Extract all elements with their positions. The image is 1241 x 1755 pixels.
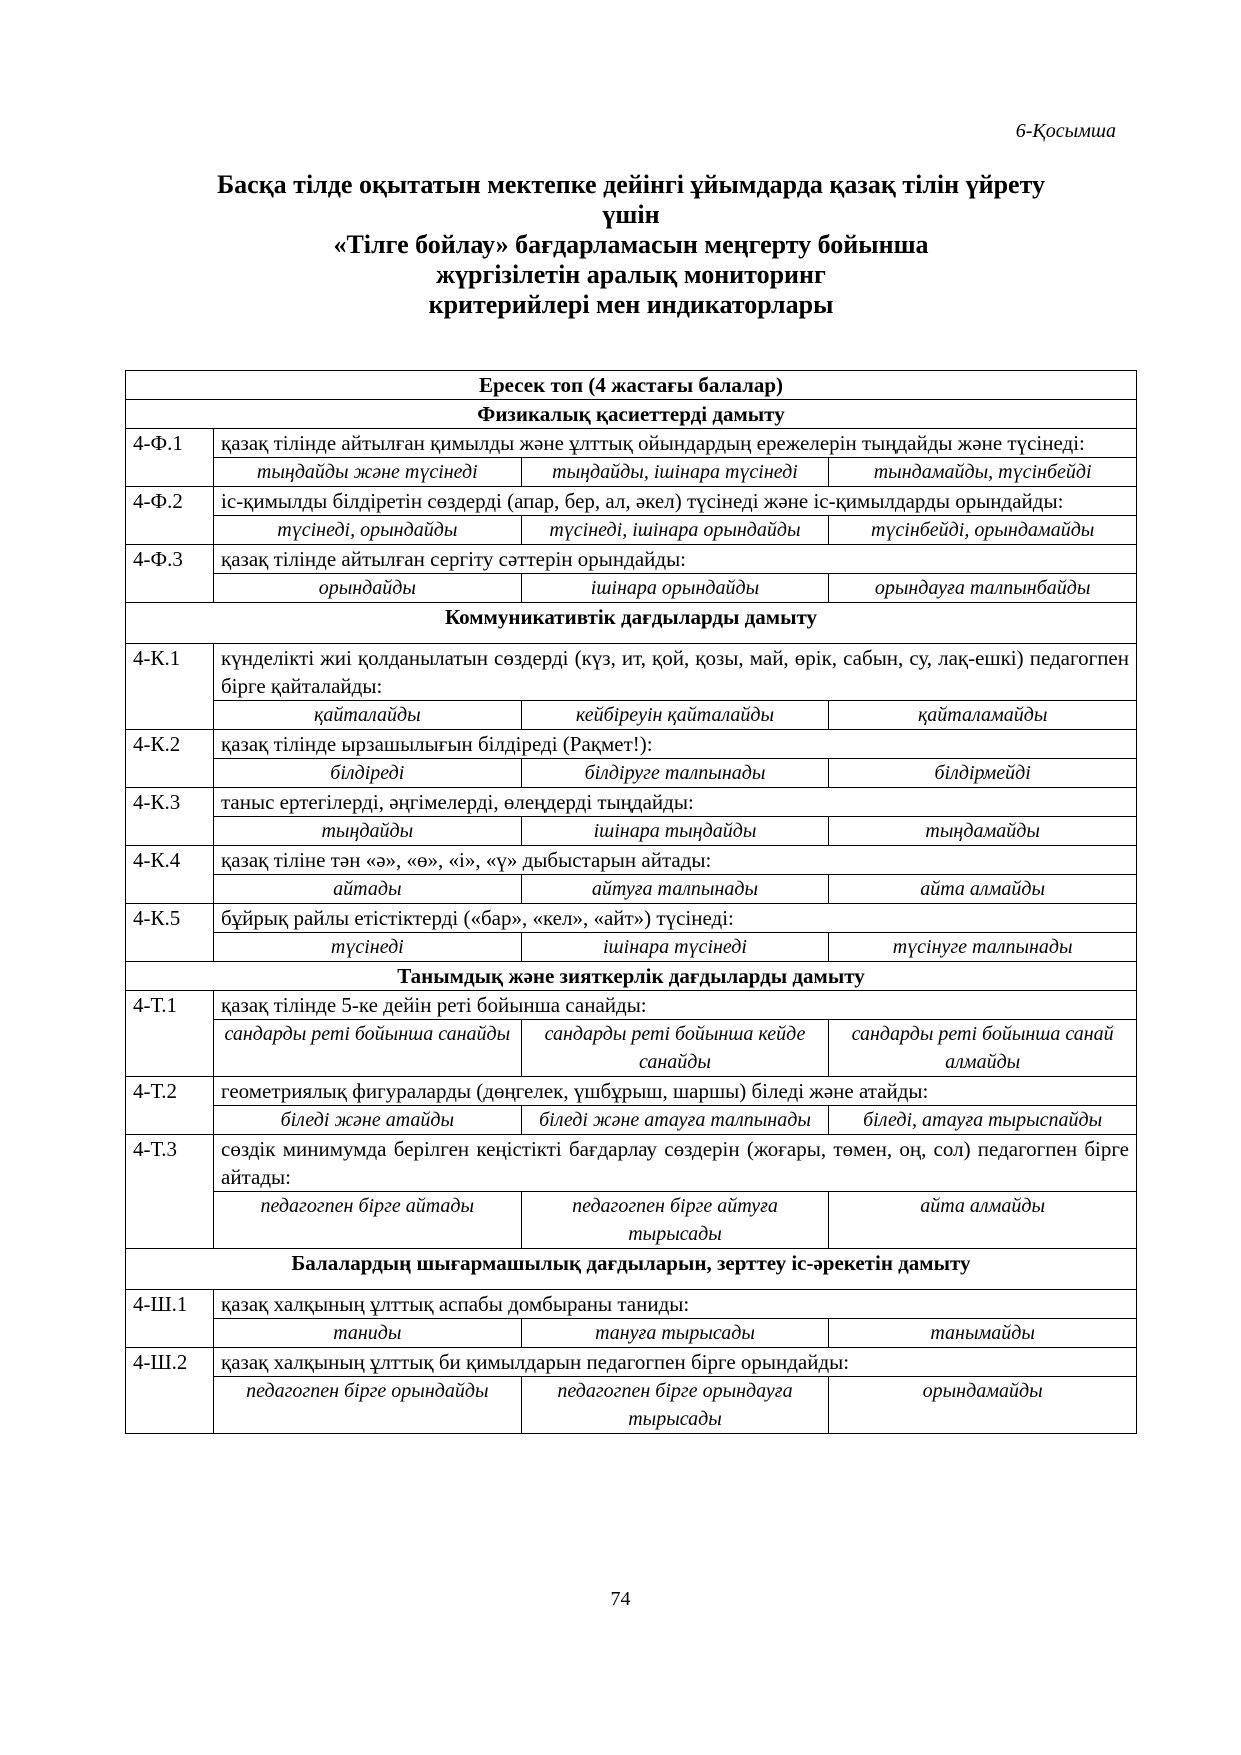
criterion-text: қазақ тілінде айтылған сергіту сәттерін орындайды:: [214, 545, 1137, 574]
criterion-code: 4-К.5: [126, 904, 214, 962]
level-high: біледі және атайды: [214, 1106, 522, 1135]
criterion-text: қазақ тілінде айтылған қимылды және ұлттық ойындардың ережелерін тыңдайды және түсінеді:: [214, 429, 1137, 458]
criterion-text: қазақ халқының ұлттық аспабы домбыраны таниды:: [214, 1290, 1137, 1319]
criterion-code: 4-Ф.3: [126, 545, 214, 603]
title-line: «Тілге бойлау» бағдарламасын меңгерту бойынша: [333, 230, 929, 259]
title-line: үшін: [602, 200, 660, 229]
title-line: жүргізілетін аралық мониторинг: [436, 260, 826, 289]
level-low: айта алмайды: [829, 1192, 1137, 1249]
criterion-code: 4-Т.1: [126, 991, 214, 1077]
level-medium: білдіруге талпынады: [521, 759, 829, 788]
level-high: орындайды: [214, 574, 522, 603]
level-high: айтады: [214, 875, 522, 904]
section-title: Танымдық және зияткерлік дағдыларды дамыту: [126, 962, 1137, 991]
level-low: түсінбейді, орындамайды: [829, 516, 1137, 545]
level-medium: айтуға талпынады: [521, 875, 829, 904]
criterion-code: 4-К.2: [126, 730, 214, 788]
level-high: тыңдайды: [214, 817, 522, 846]
level-high: педагогпен бірге орындайды: [214, 1377, 522, 1434]
level-medium: кейбіреуін қайталайды: [521, 701, 829, 730]
level-low: тыңдамайды: [829, 817, 1137, 846]
level-medium: сандарды реті бойынша кейде санайды: [521, 1020, 829, 1077]
criterion-code: 4-Т.3: [126, 1135, 214, 1249]
level-low: танымайды: [829, 1319, 1137, 1348]
criterion-text: күнделікті жиі қолданылатын сөздерді (күз, ит, қой, қозы, май, өрік, сабын, су, лақ-ешкі) педагогпен бірге қайталайды:: [214, 644, 1137, 701]
level-high: түсінеді: [214, 933, 522, 962]
criterion-text: іс-қимылды білдіретін сөздерді (апар, бер, ал, әкел) түсінеді және іс-қимылдарды орындайды:: [214, 487, 1137, 516]
criterion-text: қазақ тілінде ырзашылығын білдіреді (Рақмет!):: [214, 730, 1137, 759]
level-medium: ішінара түсінеді: [521, 933, 829, 962]
level-medium: тануға тырысады: [521, 1319, 829, 1348]
criterion-text: геометриялық фигураларды (дөңгелек, үшбұрыш, шаршы) біледі және атайды:: [214, 1077, 1137, 1106]
criterion-text: таныс ертегілерді, әңгімелерді, өлеңдерді тыңдайды:: [214, 788, 1137, 817]
criterion-text: қазақ тіліне тән «ә», «ө», «і», «ү» дыбыстарын айтады:: [214, 846, 1137, 875]
level-low: қайталамайды: [829, 701, 1137, 730]
criterion-text: қазақ халқының ұлттық би қимылдарын педагогпен бірге орындайды:: [214, 1348, 1137, 1377]
level-low: сандарды реті бойынша санай алмайды: [829, 1020, 1137, 1077]
level-low: біледі, атауға тырыспайды: [829, 1106, 1137, 1135]
criterion-text: сөздік минимумда берілген кеңістікті бағдарлау сөздерін (жоғары, төмен, оң, сол) педагогпен бірге айтады:: [214, 1135, 1137, 1192]
annex-label: 6-Қосымша: [1015, 120, 1116, 142]
criterion-text: бұйрық райлы етістіктерді («бар», «кел», «айт») түсінеді:: [214, 904, 1137, 933]
criterion-code: 4-Ш.1: [126, 1290, 214, 1348]
level-high: педагогпен бірге айтады: [214, 1192, 522, 1249]
document-title: [125, 170, 1137, 320]
group-header: Ересек топ (4 жастағы балалар): [126, 371, 1137, 400]
level-low: айта алмайды: [829, 875, 1137, 904]
criterion-code: 4-К.4: [126, 846, 214, 904]
criterion-code: 4-Ф.1: [126, 429, 214, 487]
level-medium: түсінеді, ішінара орындайды: [521, 516, 829, 545]
section-title: Коммуникативтік дағдыларды дамыту: [126, 603, 1137, 644]
page-number: 74: [610, 1588, 631, 1610]
level-medium: тыңдайды, ішінара түсінеді: [521, 458, 829, 487]
level-low: білдірмейді: [829, 759, 1137, 788]
title-line: критерийлері мен индикаторлары: [428, 290, 834, 319]
level-medium: педагогпен бірге айтуға тырысады: [521, 1192, 829, 1249]
level-high: білдіреді: [214, 759, 522, 788]
level-medium: ішінара орындайды: [521, 574, 829, 603]
level-high: түсінеді, орындайды: [214, 516, 522, 545]
criterion-code: 4-Ш.2: [126, 1348, 214, 1434]
criteria-table: [125, 370, 1137, 1434]
level-high: сандарды реті бойынша санайды: [214, 1020, 522, 1077]
criterion-code: 4-К.1: [126, 644, 214, 730]
level-low: тындамайды, түсінбейді: [829, 458, 1137, 487]
section-title: Физикалық қасиеттерді дамыту: [126, 400, 1137, 429]
level-medium: біледі және атауға талпынады: [521, 1106, 829, 1135]
level-low: түсінуге талпынады: [829, 933, 1137, 962]
section-title: Балалардың шығармашылық дағдыларын, зерттеу іс-әрекетін дамыту: [126, 1249, 1137, 1290]
criterion-code: 4-К.3: [126, 788, 214, 846]
criterion-code: 4-Ф.2: [126, 487, 214, 545]
title-line: Басқа тілде оқытатын мектепке дейінгі ұйымдарда қазақ тілін үйрету: [216, 170, 1046, 199]
criterion-code: 4-Т.2: [126, 1077, 214, 1135]
level-high: таниды: [214, 1319, 522, 1348]
level-medium: ішінара тыңдайды: [521, 817, 829, 846]
level-high: тыңдайды және түсінеді: [214, 458, 522, 487]
level-medium: педагогпен бірге орындауға тырысады: [521, 1377, 829, 1434]
level-high: қайталайды: [214, 701, 522, 730]
level-low: орындамайды: [829, 1377, 1137, 1434]
criterion-text: қазақ тілінде 5-ке дейін реті бойынша санайды:: [214, 991, 1137, 1020]
level-low: орындауға талпынбайды: [829, 574, 1137, 603]
